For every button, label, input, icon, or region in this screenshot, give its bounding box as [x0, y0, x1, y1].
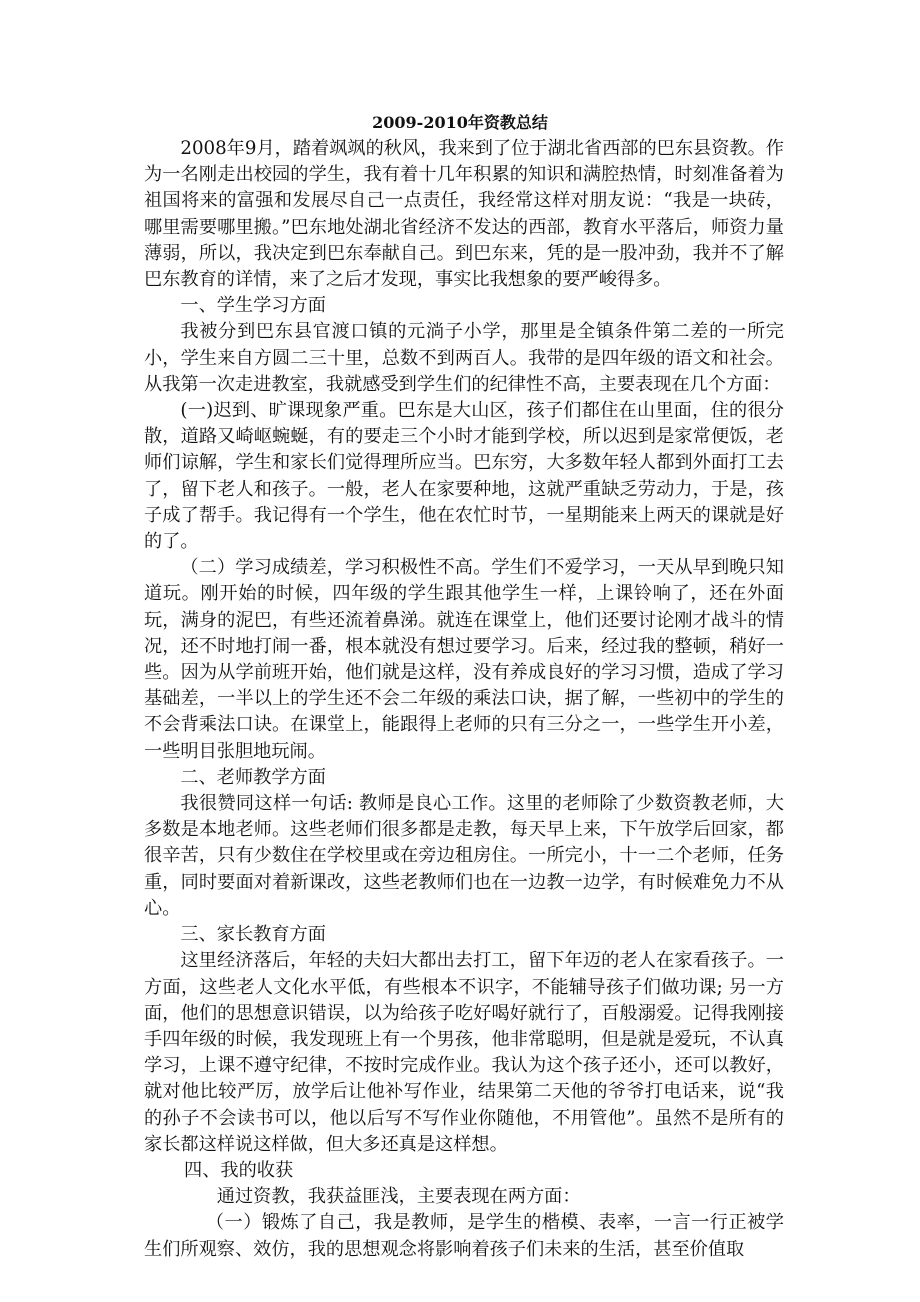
- section-heading-3: 三、家长教育方面: [180, 924, 326, 946]
- paragraph-parents: 这里经济落后，年轻的夫妇大都出去打工，留下年迈的老人在家看孩子。一方面，这些老人文化水平低，有些根本不识字，不能辅导孩子们做功课; 另一方面，他们的思想意识错误，以为给孩子吃好喝好就行了，百般溺爱。记得我刚接手四年级的时候，我发现班上有一个男孩，他非常聪明，但是就是爱玩，不认真学习，上课不遵守纪律，不按时完成作业。我认为这个孩子还小，还可以教好，就对他比较严厉，放学后让他补写作业，结果第二天他的爷爷打电话来，说“我的孙子不会读书可以，他以后写不写作业你随他，不用管他”。虽然不是所有的家长都这样说这样做，但大多还真是这样想。: [144, 950, 784, 1155]
- document-body: [144, 136, 784, 1263]
- paragraph-gains-first: （一）锻炼了自己，我是教师，是学生的楷模、表率，一言一行正被学生们所观察、效仿，我的思想观念将影响着孩子们未来的生活，甚至价值取: [144, 1212, 784, 1260]
- paragraph-student-intro: 我被分到巴东县官渡口镇的元淌子小学，那里是全镇条件第二差的一所完小，学生来自方圆二三十里，总数不到两百人。我带的是四年级的语文和社会。从我第一次走进教室，我就感受到学生们的纪律性不高，主要表现在几个方面：: [144, 321, 784, 395]
- section-heading-1: 一、学生学习方面: [180, 295, 326, 317]
- paragraph-teachers: 我很赞同这样一句话: 教师是良心工作。这里的老师除了少数资教老师，大多数是本地老师。这些老师们很多都是走教，每天早上来，下午放学后回家，都很辛苦，只有少数住在学校里或在旁边租房住。一所完小，十一二个老师，任务重，同时要面对着新课改，这些老教师们也在一边教一边学，有时候难免力不从心。: [144, 793, 784, 919]
- paragraph-gains-intro: 通过资教，我获益匪浅，主要表现在两方面：: [216, 1186, 581, 1208]
- paragraph-poor-grades: （二）学习成绩差，学习积极性不高。学生们不爱学习，一天从早到晚只知道玩。刚开始的时候，四年级的学生跟其他学生一样，上课铃响了，还在外面玩，满身的泥巴，有些还流着鼻涕。就连在课堂上，他们还要讨论刚才战斗的情况，还不时地打闹一番，根本就没有想过要学习。后来，经过我的整顿，稍好一些。因为从学前班开始，他们就是这样，没有养成良好的学习习惯，造成了学习基础差，一半以上的学生还不会二年级的乘法口诀，据了解，一些初中的学生的不会背乘法口诀。在课堂上，能跟得上老师的只有三分之一，一些学生开小差，一些明目张胆地玩闹。: [144, 557, 784, 762]
- document-title: 2009-2010年资教总结: [372, 113, 548, 132]
- paragraph-lateness: (一)迟到、旷课现象严重。巴东是大山区，孩子们都住在山里面，住的很分散，道路又崎岖蜿蜒，有的要走三个小时才能到学校，所以迟到是家常便饭，老师们谅解，学生和家长们觉得理所应当。巴东穷，大多数年轻人都到外面打工去了，留下老人和孩子。一般，老人在家要种地，这就严重缺乏劳动力，于是，孩子成了帮手。我记得有一个学生，他在农忙时节，一星期能来上两天的课就是好的了。: [144, 400, 784, 553]
- section-heading-2: 二、老师教学方面: [180, 766, 326, 788]
- section-heading-4: 四、我的收获: [184, 1159, 294, 1181]
- paragraph-intro: 2008年9月，踏着飒飒的秋风，我来到了位于湖北省西部的巴东县资教。作为一名刚走出校园的学生，我有着十几年积累的知识和满腔热情，时刻准备着为祖国将来的富强和发展尽自己一点责任，我经常这样对朋友说：“我是一块砖，哪里需要哪里搬。”巴东地处湖北省经济不发达的西部，教育水平落后，师资力量薄弱，所以，我决定到巴东奉献自己。到巴东来，凭的是一股冲劲，我并不了解巴东教育的详情，来了之后才发现，事实比我想象的要严峻得多。: [144, 138, 784, 291]
